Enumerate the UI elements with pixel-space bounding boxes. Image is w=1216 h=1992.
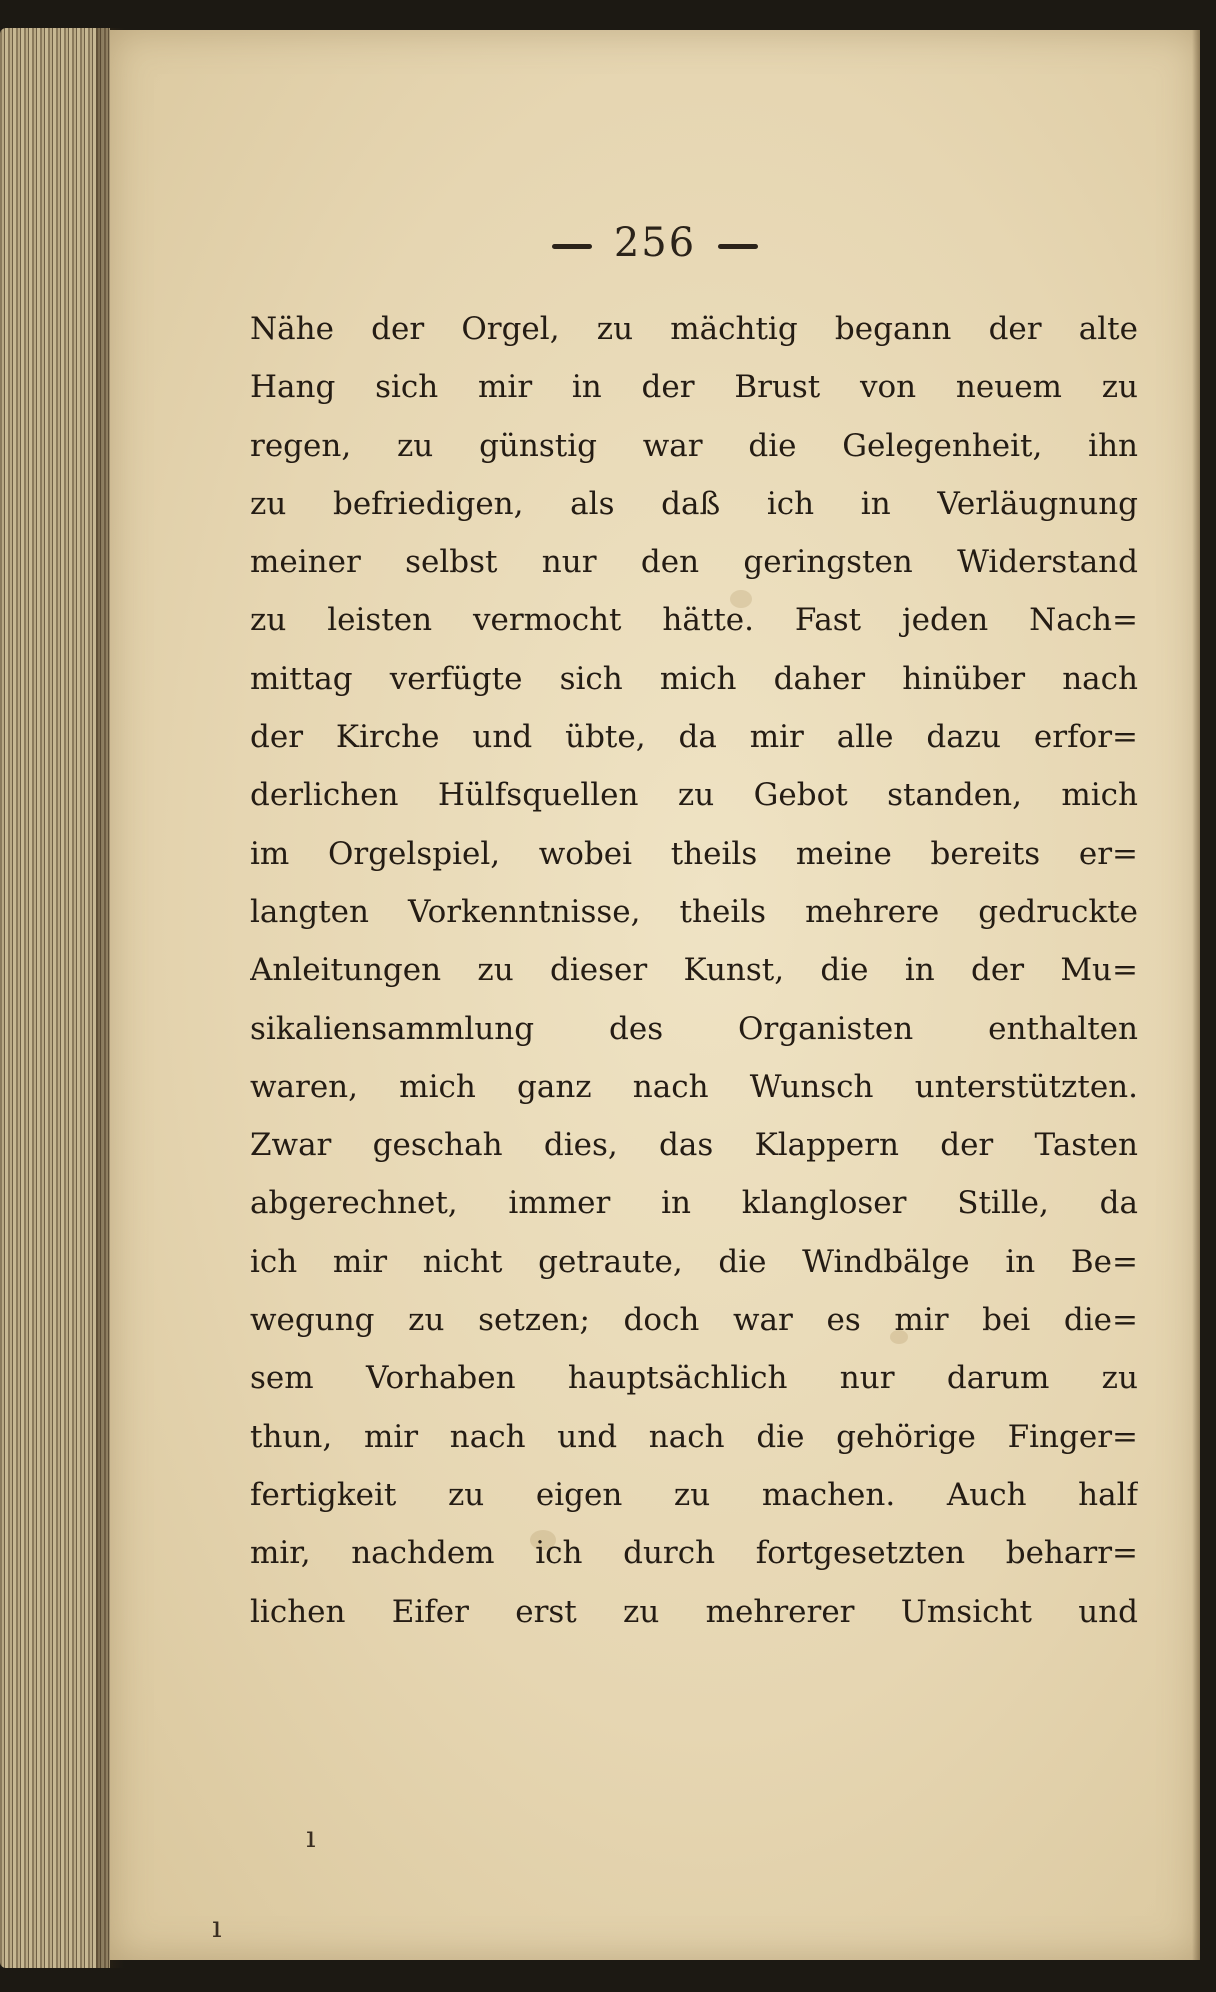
text-line: sem Vorhaben hauptsächlich nur darum zu <box>250 1360 1138 1397</box>
text-line: Nähe der Orgel, zu mächtig begann der alte <box>250 311 1138 347</box>
stray-ink-mark: ı <box>306 1820 316 1855</box>
text-line: mittag verfügte sich mich daher hinüber nach <box>250 660 1138 697</box>
text-line: Zwar geschah dies, das Klappern der Tasten <box>250 1127 1138 1164</box>
text-line: im Orgelspiel, wobei theils meine bereits er= <box>250 835 1138 872</box>
text-line: zu befriedigen, als daß ich in Verläugnung <box>250 485 1138 522</box>
body-text <box>250 300 1138 1641</box>
text-line: sikaliensammlung des Organisten enthalten <box>250 1010 1138 1047</box>
text-line: zu leisten vermocht hätte. Fast jeden Nach= <box>250 602 1138 639</box>
text-line: waren, mich ganz nach Wunsch unterstützten. <box>250 1068 1138 1105</box>
book-page-edges <box>0 28 110 1968</box>
text-line: thun, mir nach und nach die gehörige Finger= <box>250 1418 1138 1455</box>
text-line: langten Vorkenntnisse, theils mehrere gedruckte <box>250 893 1138 930</box>
text-line: wegung zu setzen; doch war es mir bei die= <box>250 1302 1138 1339</box>
text-line: regen, zu günstig war die Gelegenheit, ihn <box>250 427 1138 464</box>
stray-ink-mark: ı <box>212 1910 222 1945</box>
text-line: ich mir nicht getraute, die Windbälge in Be= <box>250 1243 1138 1280</box>
page-number: 256 <box>613 220 697 266</box>
text-line: meiner selbst nur den geringsten Widerstand <box>250 544 1138 581</box>
text-line: der Kirche und übte, da mir alle dazu erfor= <box>250 719 1138 756</box>
text-line: lichen Eifer erst zu mehrerer Umsicht und <box>250 1593 1138 1630</box>
text-line: Hang sich mir in der Brust von neuem zu <box>250 369 1138 406</box>
text-line: derlichen Hülfsquellen zu Gebot standen, mich <box>250 777 1138 814</box>
text-line: Anleitungen zu dieser Kunst, die in der Mu= <box>250 952 1138 989</box>
page-right-edge <box>1192 30 1200 1960</box>
header-dash-right <box>718 244 758 249</box>
page-number-header <box>110 220 1200 266</box>
text-line: abgerechnet, immer in klangloser Stille, da <box>250 1185 1138 1222</box>
text-line: fertigkeit zu eigen zu machen. Auch half <box>250 1476 1138 1513</box>
header-dash-left <box>552 244 592 249</box>
text-line: mir, nachdem ich durch fortgesetzten beharr= <box>250 1535 1138 1572</box>
